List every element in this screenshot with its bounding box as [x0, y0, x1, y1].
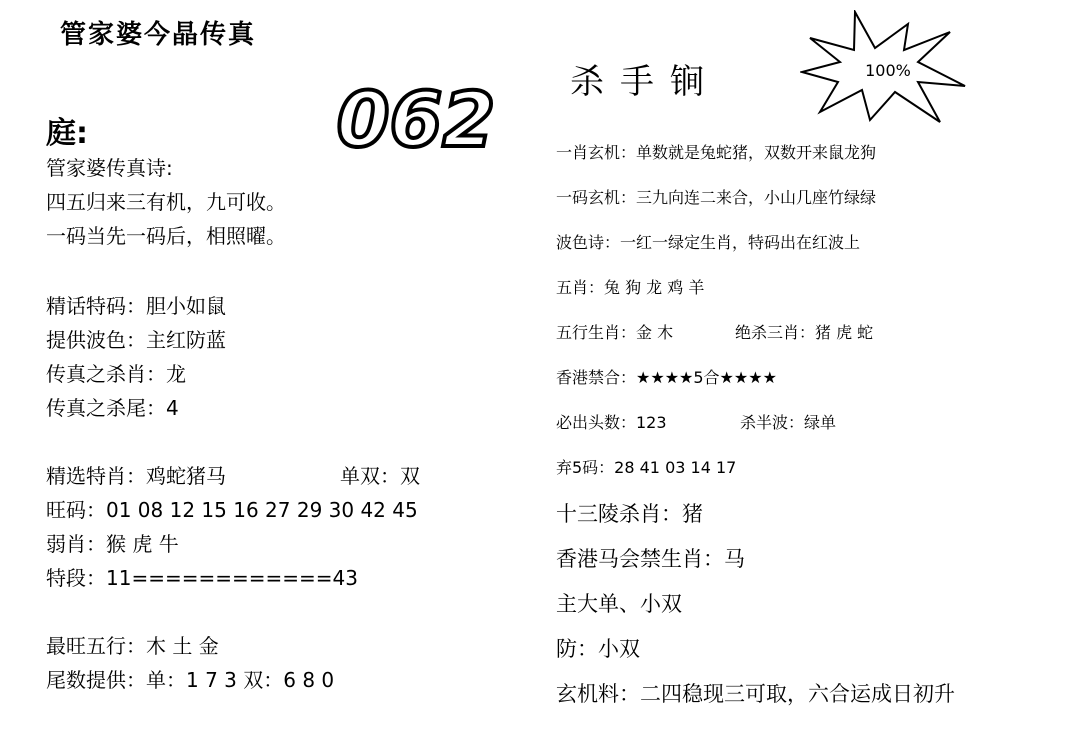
yima-xuanji: 一码玄机：三九向连二来合，小山几座竹绿绿 [556, 188, 877, 207]
wuxing-line: 最旺五行：木 土 金 [46, 634, 219, 658]
teduan-line: 特段：11============43 [46, 566, 358, 590]
killer-title: 杀手锏 [570, 62, 720, 102]
bose-poem: 波色诗：一红一绿定生肖，特码出在红波上 [556, 233, 861, 252]
page-header: 管家婆今晶传真 [60, 20, 257, 50]
poem-line-1: 四五归来三有机，九可收。 [46, 190, 286, 214]
yixiao-xuanji: 一肖玄机：单数就是兔蛇猪，双数开来鼠龙狗 [556, 143, 877, 162]
poem-title: 管家婆传真诗: [46, 156, 173, 180]
xuanji-liao: 玄机料：二四稳现三可取，六合运成日初升 [556, 682, 955, 706]
danshuang-line: 单双：双 [340, 464, 420, 488]
burst-star-icon [800, 10, 970, 125]
hk-mahui-jinxiao: 香港马会禁生肖：马 [556, 547, 745, 571]
badge-text: 100% [865, 61, 911, 80]
sha-xiao-line: 传真之杀肖：龙 [46, 362, 186, 386]
bose-line: 提供波色：主红防蓝 [46, 328, 226, 352]
ruoxiao-line: 弱肖：猴 虎 牛 [46, 532, 179, 556]
wangma-line: 旺码：01 08 12 15 16 27 29 30 42 45 [46, 498, 418, 522]
poem-line-2: 一码当先一码后，相照曜。 [46, 224, 286, 248]
sha-wei-line: 传真之杀尾：4 [46, 396, 179, 420]
ting-label: 庭: [46, 116, 88, 151]
hk-jinhe: 香港禁合：★★★★5合★★★★ [556, 368, 777, 387]
fang-line: 防：小双 [556, 637, 640, 661]
wuxing-shengxiao: 五行生肖：金 木 [556, 323, 674, 342]
issue-number-badge [336, 80, 496, 160]
shisanling-shaxiao: 十三陵杀肖：猪 [556, 502, 703, 526]
jingxuan-texiao: 精选特肖：鸡蛇猪马 [46, 464, 226, 488]
weishu-line: 尾数提供：单：1 7 3 双：6 8 0 [46, 668, 335, 692]
juesha-sanxiao: 绝杀三肖：猪 虎 蛇 [735, 323, 874, 342]
wuxiao-line: 五肖：兔 狗 龙 鸡 羊 [556, 278, 705, 297]
qi-5ma: 弃5码：28 41 03 14 17 [556, 458, 737, 477]
sha-banbo: 杀半波：绿单 [740, 413, 837, 432]
bichu-toushu: 必出头数：123 [556, 413, 667, 432]
jinghua-tema: 精话特码：胆小如鼠 [46, 294, 226, 318]
zhu-line: 主大单、小双 [556, 592, 682, 616]
issue-number-text: 062 [336, 80, 496, 160]
